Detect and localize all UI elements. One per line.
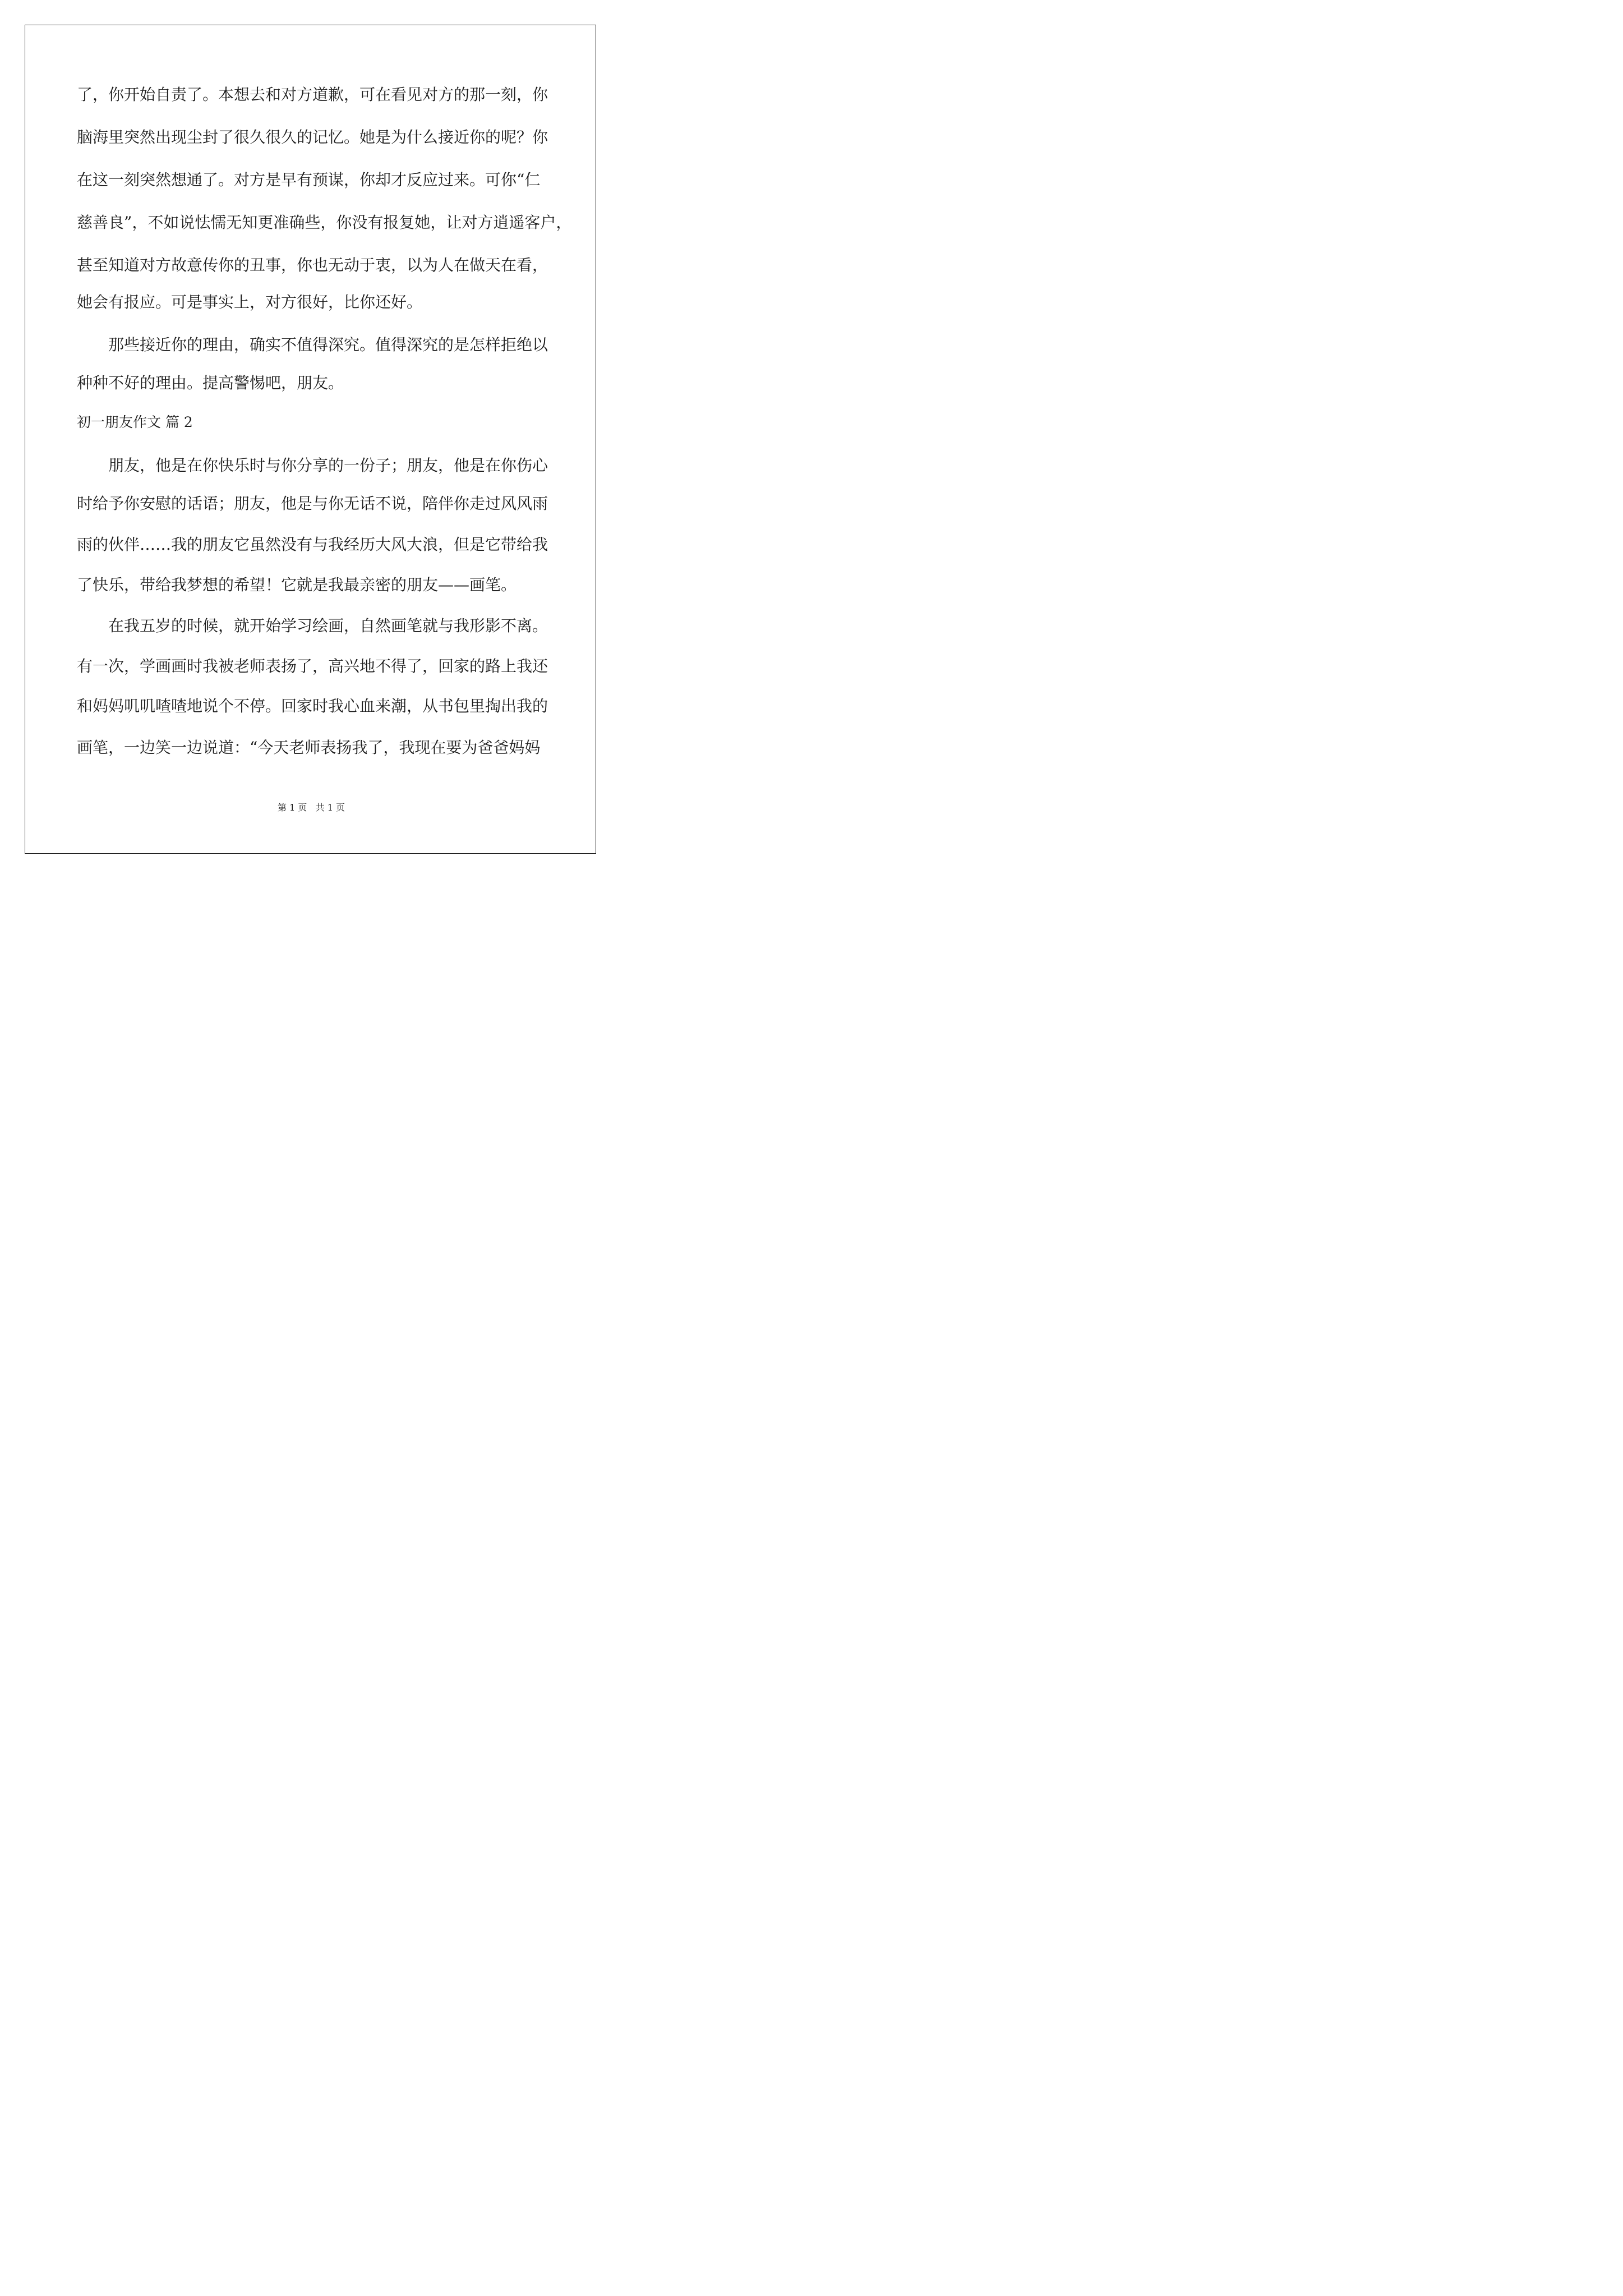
paragraph-4-line-4: 画笔，一边笑一边说道：“今天老师表扬我了，我现在要为爸爸妈妈 — [77, 738, 541, 757]
paragraph-2-line-1: 那些接近你的理由，确实不值得深究。值得深究的是怎样拒绝以 — [108, 335, 548, 354]
paragraph-1-line-4: 慈善良”，不如说怯懦无知更准确些，你没有报复她，让对方逍遥客户， — [77, 213, 572, 232]
paragraph-4-line-3: 和妈妈叽叽喳喳地说个不停。回家时我心血来潮，从书包里掏出我的 — [77, 697, 548, 715]
page-border — [25, 25, 596, 854]
page-footer: 第 1 页 共 1 页 — [278, 802, 345, 813]
paragraph-1-line-3: 在这一刻突然想通了。对方是早有预谋，你却才反应过来。可你“仁 — [77, 171, 541, 189]
paragraph-3-line-3: 雨的伙伴……我的朋友它虽然没有与我经历大风大浪，但是它带给我 — [77, 535, 548, 554]
paragraph-1-line-6: 她会有报应。可是事实上，对方很好，比你还好。 — [77, 293, 423, 311]
paragraph-1-line-2: 脑海里突然出现尘封了很久很久的记忆。她是为什么接近你的呢？你 — [77, 128, 548, 146]
paragraph-2-line-2: 种种不好的理由。提高警惕吧，朋友。 — [77, 374, 344, 392]
paragraph-1-line-1: 了，你开始自责了。本想去和对方道歉，可在看见对方的那一刻，你 — [77, 85, 548, 104]
paragraph-4-line-2: 有一次，学画画时我被老师表扬了，高兴地不得了，回家的路上我还 — [77, 657, 548, 675]
paragraph-3-line-2: 时给予你安慰的话语；朋友，他是与你无话不说，陪伴你走过风风雨 — [77, 494, 548, 513]
paragraph-3-line-1: 朋友，他是在你快乐时与你分享的一份子；朋友，他是在你伤心 — [108, 456, 548, 475]
section-heading: 初一朋友作文 篇 2 — [77, 414, 193, 430]
paragraph-4-line-1: 在我五岁的时候，就开始学习绘画，自然画笔就与我形影不离。 — [108, 616, 548, 635]
paragraph-1-line-5: 甚至知道对方故意传你的丑事，你也无动于衷，以为人在做天在看， — [77, 256, 548, 274]
paragraph-3-line-4: 了快乐，带给我梦想的希望！它就是我最亲密的朋友——画笔。 — [77, 576, 517, 594]
